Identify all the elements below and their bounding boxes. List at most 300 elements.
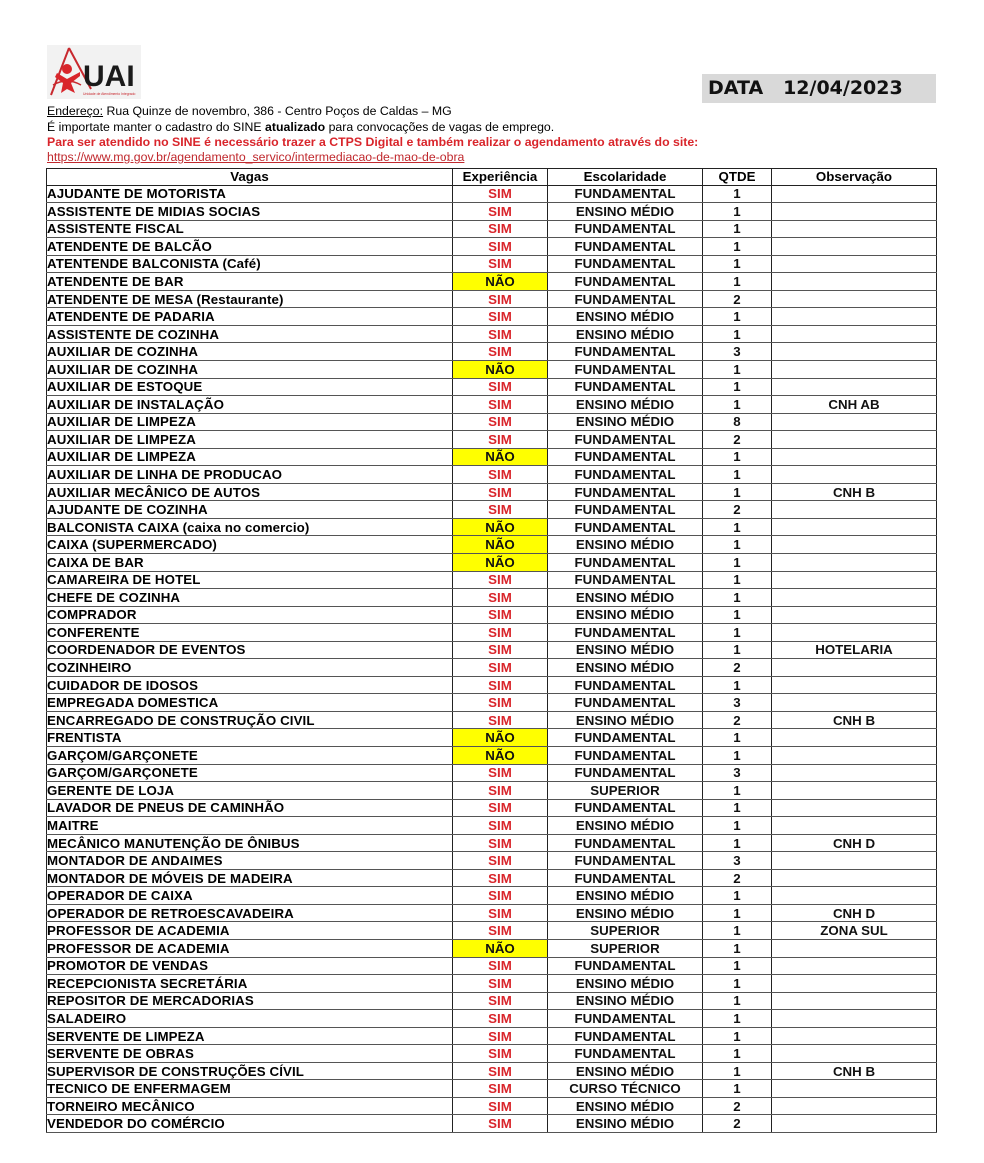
quantity-cell: 8 [703,413,772,431]
experience-cell: NÃO [453,536,548,554]
table-row [47,975,937,993]
observation-cell [772,606,937,624]
address-value: Rua Quinze de novembro, 386 - Centro Poços de Caldas – MG [103,104,452,118]
education-cell: FUNDAMENTAL [548,571,703,589]
quantity-cell: 2 [703,431,772,449]
table-row [47,466,937,484]
job-title-cell: PROFESSOR DE ACADEMIA [47,940,453,958]
table-row [47,378,937,396]
table-row [47,238,937,256]
observation-cell: ZONA SUL [772,922,937,940]
job-title-cell: CUIDADOR DE IDOSOS [47,676,453,694]
job-title-cell: TECNICO DE ENFERMAGEM [47,1080,453,1098]
experience-cell: SIM [453,904,548,922]
observation-cell: CNH D [772,834,937,852]
experience-cell: SIM [453,589,548,607]
education-cell: FUNDAMENTAL [548,466,703,484]
quantity-cell: 1 [703,975,772,993]
education-cell: ENSINO MÉDIO [548,887,703,905]
observation-cell [772,940,937,958]
quantity-cell: 1 [703,957,772,975]
education-cell: FUNDAMENTAL [548,553,703,571]
job-title-cell: CONFERENTE [47,624,453,642]
job-title-cell: AUXILIAR DE LIMPEZA [47,448,453,466]
observation-cell [772,571,937,589]
quantity-cell: 1 [703,799,772,817]
experience-cell: NÃO [453,360,548,378]
warning-line: Para ser atendido no SINE é necessário trazer a CTPS Digital e também realizar o agendamento através do site: [47,135,699,149]
experience-cell: SIM [453,764,548,782]
experience-cell: SIM [453,834,548,852]
job-title-cell: ATENDENTE DE PADARIA [47,308,453,326]
table-row [47,1027,937,1045]
experience-cell: SIM [453,624,548,642]
observation-cell [772,694,937,712]
scheduling-link[interactable]: https://www.mg.gov.br/agendamento_servico/intermediacao-de-mao-de-obra [47,150,465,164]
education-cell: FUNDAMENTAL [548,764,703,782]
quantity-cell: 1 [703,1080,772,1098]
education-cell: FUNDAMENTAL [548,518,703,536]
experience-cell: NÃO [453,747,548,765]
observation-cell [772,360,937,378]
education-cell: ENSINO MÉDIO [548,413,703,431]
job-title-cell: MAITRE [47,817,453,835]
experience-cell: NÃO [453,940,548,958]
job-title-cell: MONTADOR DE MÓVEIS DE MADEIRA [47,869,453,887]
table-row [47,729,937,747]
observation-cell: CNH D [772,904,937,922]
education-cell: ENSINO MÉDIO [548,1115,703,1133]
education-cell: SUPERIOR [548,782,703,800]
education-cell: FUNDAMENTAL [548,255,703,273]
job-title-cell: ASSISTENTE FISCAL [47,220,453,238]
quantity-cell: 1 [703,536,772,554]
education-cell: FUNDAMENTAL [548,799,703,817]
experience-cell: SIM [453,1097,548,1115]
education-cell: ENSINO MÉDIO [548,325,703,343]
quantity-cell: 1 [703,747,772,765]
uai-logo [47,45,141,99]
education-cell: FUNDAMENTAL [548,1045,703,1063]
education-cell: FUNDAMENTAL [548,273,703,291]
table-row [47,360,937,378]
date-label: DATA [708,77,764,99]
observation-cell: CNH AB [772,396,937,414]
job-title-cell: SERVENTE DE LIMPEZA [47,1027,453,1045]
observation-cell [772,1097,937,1115]
observation-cell: HOTELARIA [772,641,937,659]
table-row [47,694,937,712]
table-row [47,676,937,694]
quantity-cell: 1 [703,1027,772,1045]
col-header-experiencia: Experiência [453,169,548,186]
table-row [47,536,937,554]
experience-cell: SIM [453,290,548,308]
quantity-cell: 1 [703,553,772,571]
table-body [47,185,937,1133]
education-cell: ENSINO MÉDIO [548,904,703,922]
experience-cell: SIM [453,817,548,835]
table-row [47,764,937,782]
table-row [47,483,937,501]
quantity-cell: 2 [703,1115,772,1133]
observation-cell [772,273,937,291]
quantity-cell: 1 [703,1010,772,1028]
experience-cell: SIM [453,325,548,343]
observation-cell [772,782,937,800]
education-cell: FUNDAMENTAL [548,869,703,887]
quantity-cell: 1 [703,483,772,501]
experience-cell: SIM [453,782,548,800]
table-row [47,1080,937,1098]
table-row [47,624,937,642]
quantity-cell: 1 [703,641,772,659]
experience-cell: SIM [453,922,548,940]
experience-cell: SIM [453,1027,548,1045]
table-row [47,185,937,203]
job-title-cell: PROFESSOR DE ACADEMIA [47,922,453,940]
observation-cell [772,729,937,747]
experience-cell: SIM [453,641,548,659]
education-cell: FUNDAMENTAL [548,834,703,852]
education-cell: SUPERIOR [548,940,703,958]
observation-cell [772,553,937,571]
education-cell: ENSINO MÉDIO [548,606,703,624]
quantity-cell: 1 [703,325,772,343]
table-row [47,255,937,273]
observation-cell [772,957,937,975]
table-row [47,518,937,536]
table-row [47,325,937,343]
table-row [47,957,937,975]
experience-cell: SIM [453,255,548,273]
quantity-cell: 1 [703,922,772,940]
education-cell: FUNDAMENTAL [548,290,703,308]
table-row [47,940,937,958]
experience-cell: SIM [453,1045,548,1063]
job-title-cell: MONTADOR DE ANDAIMES [47,852,453,870]
job-title-cell: MECÂNICO MANUTENÇÃO DE ÔNIBUS [47,834,453,852]
job-title-cell: ATENDENTE DE BAR [47,273,453,291]
table-row [47,431,937,449]
table-row [47,273,937,291]
job-title-cell: ATENDENTE DE MESA (Restaurante) [47,290,453,308]
job-title-cell: GARÇOM/GARÇONETE [47,747,453,765]
table-row [47,1062,937,1080]
notice-bold: atualizado [265,120,326,134]
table-row [47,1115,937,1133]
table-row [47,834,937,852]
quantity-cell: 1 [703,904,772,922]
table-header-row [47,169,937,186]
job-title-cell: AUXILIAR DE INSTALAÇÃO [47,396,453,414]
quantity-cell: 2 [703,290,772,308]
observation-cell [772,764,937,782]
education-cell: ENSINO MÉDIO [548,1062,703,1080]
experience-cell: SIM [453,571,548,589]
observation-cell [772,624,937,642]
logo-text: UAI [83,60,135,93]
observation-cell [772,799,937,817]
table-row [47,852,937,870]
experience-cell: SIM [453,308,548,326]
experience-cell: SIM [453,869,548,887]
observation-cell [772,1115,937,1133]
experience-cell: SIM [453,220,548,238]
education-cell: FUNDAMENTAL [548,1027,703,1045]
observation-cell [772,238,937,256]
logo-subtitle: Unidade de Atendimento Integrado [83,92,136,96]
job-title-cell: SUPERVISOR DE CONSTRUÇÕES CÍVIL [47,1062,453,1080]
education-cell: SUPERIOR [548,922,703,940]
observation-cell [772,1010,937,1028]
observation-cell [772,676,937,694]
observation-cell [772,203,937,221]
education-cell: FUNDAMENTAL [548,729,703,747]
job-title-cell: COORDENADOR DE EVENTOS [47,641,453,659]
education-cell: FUNDAMENTAL [548,676,703,694]
quantity-cell: 1 [703,940,772,958]
job-title-cell: CAMAREIRA DE HOTEL [47,571,453,589]
observation-cell [772,378,937,396]
job-title-cell: AUXILIAR DE LIMPEZA [47,413,453,431]
experience-cell: SIM [453,1062,548,1080]
job-vacancies-table [46,168,937,1133]
table-row [47,396,937,414]
experience-cell: SIM [453,501,548,519]
observation-cell [772,325,937,343]
quantity-cell: 1 [703,571,772,589]
table-row [47,343,937,361]
observation-cell [772,255,937,273]
address-label: Endereço: [47,104,104,118]
experience-cell: SIM [453,676,548,694]
notice-prefix: É importate manter o cadastro do SINE [47,120,266,134]
observation-cell [772,975,937,993]
experience-cell: SIM [453,606,548,624]
education-cell: ENSINO MÉDIO [548,641,703,659]
table-row [47,448,937,466]
table-row [47,203,937,221]
job-title-cell: CHEFE DE COZINHA [47,589,453,607]
job-title-cell: CAIXA (SUPERMERCADO) [47,536,453,554]
table-row [47,782,937,800]
experience-cell: SIM [453,975,548,993]
quantity-cell: 2 [703,869,772,887]
observation-cell [772,992,937,1010]
observation-cell [772,308,937,326]
education-cell: FUNDAMENTAL [548,378,703,396]
table-row [47,817,937,835]
experience-cell: SIM [453,799,548,817]
job-title-cell: AUXILIAR DE COZINHA [47,343,453,361]
education-cell: FUNDAMENTAL [548,747,703,765]
table-row [47,553,937,571]
quantity-cell: 1 [703,782,772,800]
job-title-cell: ASSISTENTE DE MIDIAS SOCIAS [47,203,453,221]
education-cell: ENSINO MÉDIO [548,589,703,607]
job-title-cell: VENDEDOR DO COMÉRCIO [47,1115,453,1133]
job-title-cell: REPOSITOR DE MERCADORIAS [47,992,453,1010]
observation-cell [772,290,937,308]
table-row [47,1097,937,1115]
experience-cell: SIM [453,431,548,449]
observation-cell [772,887,937,905]
observation-cell [772,1080,937,1098]
quantity-cell: 1 [703,518,772,536]
experience-cell: SIM [453,466,548,484]
job-title-cell: PROMOTOR DE VENDAS [47,957,453,975]
uai-logo-icon [47,45,141,99]
education-cell: ENSINO MÉDIO [548,203,703,221]
education-cell: FUNDAMENTAL [548,360,703,378]
observation-cell [772,466,937,484]
experience-cell: SIM [453,203,548,221]
quantity-cell: 3 [703,764,772,782]
job-title-cell: LAVADOR DE PNEUS DE CAMINHÃO [47,799,453,817]
experience-cell: SIM [453,1080,548,1098]
job-title-cell: AUXILIAR DE LIMPEZA [47,431,453,449]
quantity-cell: 1 [703,1062,772,1080]
col-header-escolaridade: Escolaridade [548,169,703,186]
education-cell: FUNDAMENTAL [548,185,703,203]
quantity-cell: 1 [703,273,772,291]
education-cell: ENSINO MÉDIO [548,1097,703,1115]
job-title-cell: EMPREGADA DOMESTICA [47,694,453,712]
job-title-cell: OPERADOR DE RETROESCAVADEIRA [47,904,453,922]
observation-cell [772,659,937,677]
job-title-cell: SALADEIRO [47,1010,453,1028]
observation-cell [772,589,937,607]
education-cell: ENSINO MÉDIO [548,817,703,835]
date-value: 12/04/2023 [783,77,903,99]
education-cell: ENSINO MÉDIO [548,536,703,554]
experience-cell: SIM [453,396,548,414]
observation-cell: CNH B [772,1062,937,1080]
table-row [47,606,937,624]
job-title-cell: AUXILIAR DE COZINHA [47,360,453,378]
experience-cell: NÃO [453,553,548,571]
quantity-cell: 1 [703,220,772,238]
education-cell: FUNDAMENTAL [548,694,703,712]
table-row [47,641,937,659]
table-row [47,869,937,887]
job-title-cell: AUXILIAR DE LINHA DE PRODUCAO [47,466,453,484]
experience-cell: SIM [453,238,548,256]
table-row [47,589,937,607]
table-row [47,659,937,677]
job-title-cell: GERENTE DE LOJA [47,782,453,800]
job-title-cell: BALCONISTA CAIXA (caixa no comercio) [47,518,453,536]
education-cell: ENSINO MÉDIO [548,659,703,677]
quantity-cell: 1 [703,396,772,414]
quantity-cell: 1 [703,992,772,1010]
observation-cell [772,1027,937,1045]
quantity-cell: 2 [703,501,772,519]
quantity-cell: 1 [703,887,772,905]
quantity-cell: 1 [703,624,772,642]
education-cell: CURSO TÉCNICO [548,1080,703,1098]
experience-cell: NÃO [453,518,548,536]
experience-cell: SIM [453,1115,548,1133]
table-row [47,747,937,765]
quantity-cell: 1 [703,255,772,273]
job-title-cell: AUXILIAR DE ESTOQUE [47,378,453,396]
col-header-vagas: Vagas [47,169,453,186]
observation-cell [772,185,937,203]
education-cell: FUNDAMENTAL [548,501,703,519]
job-title-cell: SERVENTE DE OBRAS [47,1045,453,1063]
job-title-cell: ATENTENDE BALCONISTA (Café) [47,255,453,273]
observation-cell [772,220,937,238]
experience-cell: NÃO [453,729,548,747]
table-row [47,1045,937,1063]
col-header-observacao: Observação [772,169,937,186]
quantity-cell: 1 [703,817,772,835]
experience-cell: SIM [453,483,548,501]
education-cell: FUNDAMENTAL [548,624,703,642]
experience-cell: SIM [453,887,548,905]
job-title-cell: GARÇOM/GARÇONETE [47,764,453,782]
quantity-cell: 1 [703,185,772,203]
quantity-cell: 1 [703,606,772,624]
job-title-cell: RECEPCIONISTA SECRETÁRIA [47,975,453,993]
observation-cell [772,817,937,835]
quantity-cell: 1 [703,203,772,221]
quantity-cell: 2 [703,1097,772,1115]
job-title-cell: COZINHEIRO [47,659,453,677]
table-row [47,922,937,940]
observation-cell [772,501,937,519]
job-title-cell: AUXILIAR MECÂNICO DE AUTOS [47,483,453,501]
education-cell: FUNDAMENTAL [548,343,703,361]
education-cell: FUNDAMENTAL [548,238,703,256]
education-cell: ENSINO MÉDIO [548,711,703,729]
education-cell: ENSINO MÉDIO [548,396,703,414]
job-title-cell: ASSISTENTE DE COZINHA [47,325,453,343]
observation-cell [772,518,937,536]
table-row [47,1010,937,1028]
observation-cell [772,448,937,466]
experience-cell: SIM [453,957,548,975]
experience-cell: SIM [453,992,548,1010]
education-cell: FUNDAMENTAL [548,220,703,238]
education-cell: FUNDAMENTAL [548,957,703,975]
table-row [47,887,937,905]
quantity-cell: 1 [703,729,772,747]
job-title-cell: CAIXA DE BAR [47,553,453,571]
table-row [47,571,937,589]
observation-cell [772,431,937,449]
quantity-cell: 1 [703,589,772,607]
experience-cell: SIM [453,711,548,729]
job-title-cell: AJUDANTE DE MOTORISTA [47,185,453,203]
education-cell: FUNDAMENTAL [548,852,703,870]
quantity-cell: 1 [703,238,772,256]
observation-cell [772,1045,937,1063]
experience-cell: SIM [453,343,548,361]
observation-cell: CNH B [772,711,937,729]
job-title-cell: OPERADOR DE CAIXA [47,887,453,905]
table-row [47,308,937,326]
education-cell: ENSINO MÉDIO [548,308,703,326]
quantity-cell: 1 [703,676,772,694]
experience-cell: SIM [453,694,548,712]
experience-cell: SIM [453,378,548,396]
observation-cell [772,852,937,870]
table-row [47,220,937,238]
quantity-cell: 1 [703,1045,772,1063]
